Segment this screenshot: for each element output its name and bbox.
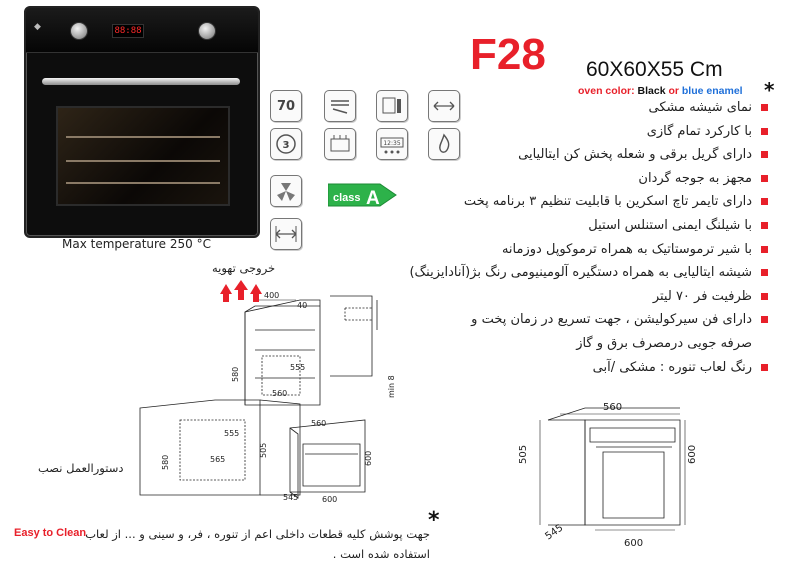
- dim-600-small-h: 600: [364, 450, 373, 466]
- dim-min8: min 8: [387, 375, 396, 398]
- dim-600-large-w: 600: [624, 538, 644, 549]
- oven-color-label: oven color:: [578, 85, 635, 97]
- dim-560-small: 560: [311, 419, 327, 428]
- energy-class-grade: A: [366, 188, 380, 209]
- feature-item: با شیلنگ ایمنی استنلس استیل: [330, 214, 768, 238]
- installation-label: دستورالعمل نصب: [38, 461, 124, 475]
- feature-item-continued: صرفه جویی درمصرف برق و گاز: [576, 335, 752, 351]
- color-star: *: [764, 78, 775, 102]
- color-blue: blue enamel: [681, 85, 743, 97]
- feature-item: رنگ لعاب تنوره : مشکی /آبی: [330, 356, 768, 380]
- dim-555-top: 555: [290, 363, 306, 372]
- feature-item: شیشه ایتالیایی به همراه دستگیره آلومینیومی رنگ بژ(آنادایزینگ): [330, 261, 768, 285]
- dim-600-large-h: 600: [687, 444, 698, 464]
- feature-item: نمای شیشه مشکی: [330, 96, 768, 120]
- program-value: 3: [282, 140, 290, 151]
- capacity-value: 70: [276, 99, 296, 114]
- dim-560-top: 560: [272, 389, 288, 398]
- dim-560-large: 560: [603, 402, 623, 413]
- dim-580-bottom: 580: [161, 454, 170, 470]
- note-star: *: [428, 508, 440, 533]
- timer-display: 88:88: [112, 24, 144, 38]
- color-or: or: [668, 85, 679, 97]
- dim-40: 40: [297, 301, 308, 310]
- color-black: Black: [637, 85, 666, 97]
- dim-400: 400: [264, 291, 280, 300]
- model-title: F28: [470, 30, 546, 79]
- dim-555-bottom: 555: [224, 429, 240, 438]
- max-temperature: Max temperature 250 °C: [62, 237, 211, 251]
- dim-545-small: 545: [283, 493, 299, 502]
- feature-item: دارای گریل برقی و شعله پخش کن ایتالیایی: [330, 143, 768, 167]
- dim-580-top: 580: [231, 366, 240, 382]
- note-line-2: استفاده شده است .: [332, 547, 430, 561]
- feature-item: ظرفیت فر ۷۰ لیتر: [330, 285, 768, 309]
- product-dimensions: 60X60X55 Cm: [586, 58, 723, 81]
- feature-item: با شیر ترموستاتیک به همراه ترموکوپل دوزمانه: [330, 238, 768, 262]
- feature-item: دارای تایمر تاچ اسکرین با قابلیت تنظیم ۳ برنامه پخت: [330, 190, 768, 214]
- timer-value: 12:35: [383, 140, 401, 147]
- feature-item: دارای فن سیرکولیشن ، جهت تسریع در زمان پخت و: [330, 308, 768, 332]
- note-line-1: جهت پوشش کلیه قطعات داخلی اعم از تنوره ، فر، و سینی و ... از لعاب: [85, 527, 430, 541]
- dim-565: 565: [210, 455, 226, 464]
- dim-600-small-w: 600: [322, 495, 338, 504]
- exhaust-label: خروجی تهویه: [212, 261, 276, 275]
- dim-545-large: 545: [543, 522, 566, 543]
- feature-item: با کارکرد تمام گازی: [330, 120, 768, 144]
- brand-logo-icon: ◆: [34, 22, 41, 32]
- energy-class-text: class: [333, 192, 361, 204]
- dim-505-small: 505: [259, 442, 268, 458]
- easy-to-clean: Easy to Clean: [14, 527, 87, 539]
- feature-item: مجهز به جوجه گردان: [330, 167, 768, 191]
- dim-505-large: 505: [518, 444, 529, 464]
